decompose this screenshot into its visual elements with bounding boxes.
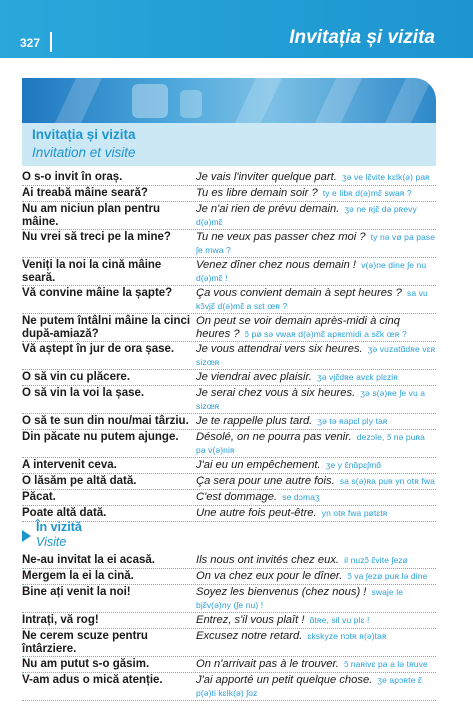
phonetic-transcription: yn otʀ fwa pøtɛtʀ — [321, 508, 388, 518]
phrase-row — [22, 370, 436, 386]
french-translation-cell — [196, 458, 436, 473]
romanian-phrase: Intrați, vă rog! — [22, 614, 99, 626]
french-phrase: Une autre fois peut-être. — [196, 507, 317, 519]
phrase-row — [22, 673, 436, 701]
phonetic-transcription: ʒə s(ə)ʀe ʃe vu a sizœʀ — [196, 388, 426, 411]
phonetic-transcription: ʒə vjɛ̃dʀe avɛk plɛziʀ — [316, 372, 398, 382]
romanian-phrase: O să vin la voi la șase. — [22, 387, 145, 399]
phonetic-transcription: v(ə)ne dine ʃe nu d(ə)mɛ̃ ! — [196, 260, 427, 283]
phrase-table-visit — [22, 553, 436, 701]
french-phrase: Ça sera pour une autre fois. — [196, 475, 335, 487]
phonetic-transcription: ʒə ve lɛ̃vite kɛlk(ə) paʀ — [341, 172, 430, 182]
romanian-phrase: O lăsăm pe altă dată. — [22, 475, 137, 487]
phonetic-transcription: ɔ̃ naʀivɛ pa a lə tʀuve — [343, 659, 428, 669]
phrase-row — [22, 569, 436, 585]
phrase-row — [22, 629, 436, 657]
phonetic-transcription: ʒə vuzatɑ̃dʀe vɛʀ sizœʀ — [196, 344, 436, 367]
phrase-table-invitation — [22, 170, 436, 522]
page-number: 327 — [20, 36, 41, 50]
french-translation-cell — [196, 202, 436, 229]
phrase-row — [22, 430, 436, 458]
french-translation-cell — [196, 414, 436, 429]
phrase-row — [22, 474, 436, 490]
romanian-phrase: Ne-au invitat la ei acasă. — [22, 554, 155, 566]
phrase-row — [22, 386, 436, 414]
french-phrase: Je n'ai rien de prévu demain. — [196, 203, 340, 215]
french-phrase: Je vous attendrai vers six heures. — [196, 343, 363, 355]
french-translation-cell — [196, 286, 436, 313]
chapter-title: Invitația și vizita — [289, 27, 435, 48]
phonetic-transcription: sa s(ə)ʀa puʀ yn otʀ fwa — [339, 476, 435, 486]
romanian-phrase: O să te sun din nou/mai târziu. — [22, 415, 189, 427]
header-divider — [50, 32, 52, 52]
french-translation-cell — [196, 569, 436, 584]
phrase-row — [22, 490, 436, 506]
phonetic-transcription: ɑ̃tʀe, sil vu plɛ ! — [309, 615, 370, 625]
french-translation-cell — [196, 186, 436, 201]
phonetic-transcription: ty e libʀ d(ə)mɛ̃ swaʀ ? — [322, 188, 412, 198]
french-phrase: On peut se voir demain après-midi à cinq heures ? — [196, 315, 400, 340]
romanian-phrase: O să vin cu plăcere. — [22, 371, 131, 383]
phonetic-transcription: ɛkskyze nɔtʀ ʀ(ə)taʀ — [307, 631, 387, 641]
french-phrase: Tu ne veux pas passer chez moi ? — [196, 231, 366, 243]
french-phrase: Je serai chez vous à six heures. — [196, 387, 356, 399]
phrase-row — [22, 258, 436, 286]
phrase-row — [22, 314, 436, 342]
romanian-phrase: V-am adus o mică atenție. — [22, 674, 163, 686]
phonetic-transcription: sa vu kɔ̃vjɛ̃ d(ə)mɛ̃ a sɛt œʀ ? — [196, 288, 428, 311]
phonetic-transcription: ʒə ne ʀjɛ̃ də pʀevy d(ə)mɛ̃ — [196, 204, 417, 227]
french-phrase: Désolé, on ne pourra pas venir. — [196, 431, 352, 443]
french-translation-cell — [196, 430, 436, 457]
phonetic-transcription: ʒe y ɛ̃nɑ̃pɛʃmɑ̃ — [325, 460, 382, 470]
french-translation-cell — [196, 585, 436, 612]
french-translation-cell — [196, 230, 436, 257]
french-phrase: Je vais l'inviter quelque part. — [196, 171, 337, 183]
romanian-phrase: Din păcate nu putem ajunge. — [22, 431, 179, 443]
french-translation-cell — [196, 386, 436, 413]
romanian-phrase: Nu am putut s-o găsim. — [22, 658, 150, 670]
phrase-row — [22, 553, 436, 569]
french-phrase: Je viendrai avec plaisir. — [196, 371, 312, 383]
section-heading — [22, 123, 436, 166]
french-phrase: J'ai eu un empêchement. — [196, 459, 321, 471]
phonetic-transcription: il nuzɔ̃ ɛ̃vite ʃezø — [344, 555, 408, 565]
section-title-fr: Invitation et visite — [32, 145, 136, 160]
phonetic-transcription: swaje le bjɛ̃v(ə)ny (ʃe nu) ! — [196, 587, 404, 610]
french-phrase: On va chez eux pour le dîner. — [196, 570, 343, 582]
phonetic-transcription: ɔ̃ pø sə vwaʀ d(ə)mɛ̃ apʀɛmidi a sɛ̃k œʀ ? — [244, 328, 407, 339]
romanian-phrase: Poate altă dată. — [22, 507, 107, 519]
romanian-phrase: Păcat. — [22, 491, 56, 503]
phrase-row — [22, 230, 436, 258]
phrase-row — [22, 342, 436, 370]
romanian-phrase: Ne putem întâlni mâine la cinci după-amiază? — [22, 315, 191, 340]
phrase-row — [22, 458, 436, 474]
phrase-row — [22, 286, 436, 314]
phonetic-transcription: ɔ̃ va ʃezø puʀ lə dine — [347, 571, 428, 581]
subsection-title-fr: Visite — [36, 535, 67, 549]
romanian-phrase: Nu am niciun plan pentru mâine. — [22, 203, 161, 228]
romanian-phrase: Nu vrei să treci pe la mine? — [22, 231, 171, 243]
romanian-phrase: Vă aștept în jur de ora șase. — [22, 343, 175, 355]
french-translation-cell — [196, 258, 436, 285]
french-translation-cell — [196, 342, 436, 369]
phrase-row — [22, 414, 436, 430]
phonetic-transcription: se dɔmaʒ — [282, 492, 320, 502]
french-translation-cell — [196, 673, 436, 700]
romanian-phrase: O s-o invit în oraș. — [22, 171, 123, 183]
french-translation-cell — [196, 170, 436, 185]
romanian-phrase: Bine ați venit la noi! — [22, 586, 131, 598]
french-phrase: Excusez notre retard. — [196, 630, 303, 642]
french-translation-cell — [196, 657, 436, 672]
phrase-row — [22, 657, 436, 673]
french-translation-cell — [196, 370, 436, 385]
romanian-phrase: Vă convine mâine la șapte? — [22, 287, 173, 299]
romanian-phrase: A intervenit ceva. — [22, 459, 117, 471]
french-phrase: Entrez, s'il vous plaît ! — [196, 614, 305, 626]
romanian-phrase: Ne cerem scuze pentru întârziere. — [22, 630, 148, 655]
french-phrase: Ça vous convient demain à sept heures ? — [196, 287, 402, 299]
french-phrase: C'est dommage. — [196, 491, 278, 503]
french-translation-cell — [196, 314, 436, 341]
phonetic-transcription: ʒe apɔʀte ɛ̃ p(ə)ti kɛlk(ə) ʃoz — [196, 675, 422, 698]
phonetic-transcription: ty nə vø pa pase ʃe mwa ? — [196, 232, 436, 255]
triangle-marker-icon — [22, 530, 31, 542]
romanian-phrase: Mergem la ei la cină. — [22, 570, 134, 582]
french-phrase: On n'arrivait pas à le trouver. — [196, 658, 339, 670]
header-photo — [22, 78, 436, 123]
romanian-phrase: Veniți la noi la cină mâine seară. — [22, 259, 162, 284]
phrase-row — [22, 613, 436, 629]
french-phrase: J'ai apporté un petit quelque chose. — [196, 674, 373, 686]
phonetic-transcription: dezɔle, ɔ̃ nə puʀa pa v(ə)niʀ — [196, 432, 426, 455]
subsection-title-ro: În vizită — [36, 520, 82, 534]
subsection-heading — [22, 519, 436, 551]
french-translation-cell — [196, 553, 436, 568]
top-header-bar — [0, 0, 473, 58]
phrase-row — [22, 202, 436, 230]
french-translation-cell — [196, 613, 436, 628]
phonetic-transcription: ʒə tə ʀapɛl ply taʀ — [317, 416, 388, 426]
french-phrase: Je te rappelle plus tard. — [196, 415, 313, 427]
phrase-row — [22, 585, 436, 613]
phrase-row — [22, 186, 436, 202]
romanian-phrase: Ai treabă mâine seară? — [22, 187, 148, 199]
phrase-row — [22, 170, 436, 186]
french-translation-cell — [196, 474, 436, 489]
french-phrase: Tu es libre demain soir ? — [196, 187, 318, 199]
french-translation-cell — [196, 629, 436, 656]
french-phrase: Soyez les bienvenus (chez nous) ! — [196, 586, 367, 598]
french-translation-cell — [196, 490, 436, 505]
section-title-ro: Invitația și vizita — [32, 127, 136, 142]
french-phrase: Ils nous ont invités chez eux. — [196, 554, 340, 566]
french-phrase: Venez dîner chez nous demain ! — [196, 259, 357, 271]
